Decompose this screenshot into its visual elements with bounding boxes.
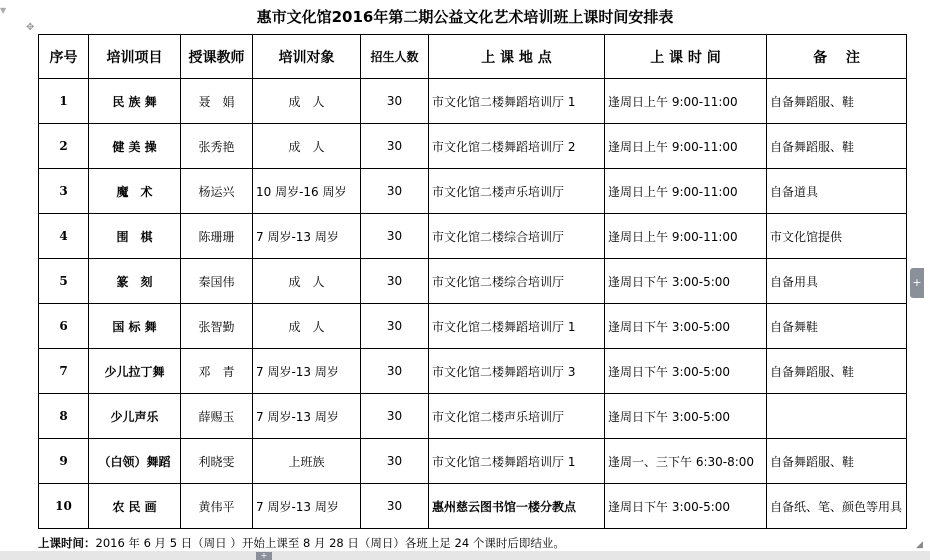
cell-enrollment: 30 bbox=[361, 79, 429, 124]
cell-seq: 10 bbox=[39, 484, 89, 529]
cell-enrollment: 30 bbox=[361, 349, 429, 394]
cell-time: 逢周日上午 9:00-11:00 bbox=[605, 79, 767, 124]
cell-project: 国 标 舞 bbox=[89, 304, 181, 349]
cell-teacher: 秦国伟 bbox=[181, 259, 253, 304]
cell-notes: 自备用具 bbox=[767, 259, 907, 304]
cell-project: 篆 刻 bbox=[89, 259, 181, 304]
cell-notes: 自备纸、笔、颜色等用具 bbox=[767, 484, 907, 529]
cell-enrollment: 30 bbox=[361, 394, 429, 439]
cell-enrollment: 30 bbox=[361, 169, 429, 214]
header-enrollment: 招生人数 bbox=[361, 35, 429, 79]
cell-audience: 7 周岁-13 周岁 bbox=[253, 349, 361, 394]
cell-teacher: 杨运兴 bbox=[181, 169, 253, 214]
add-row-button[interactable]: + bbox=[256, 552, 272, 560]
cell-project: 健 美 操 bbox=[89, 124, 181, 169]
page-title: 惠市文化馆2016年第二期公益文化艺术培训班上课时间安排表 bbox=[256, 8, 674, 26]
cell-project: 少儿拉丁舞 bbox=[89, 349, 181, 394]
cell-seq: 9 bbox=[39, 439, 89, 484]
table-row bbox=[39, 259, 907, 304]
cell-audience: 成 人 bbox=[253, 79, 361, 124]
header-time: 上 课 时 间 bbox=[605, 35, 767, 79]
cell-project: 民 族 舞 bbox=[89, 79, 181, 124]
cell-enrollment: 30 bbox=[361, 439, 429, 484]
cell-teacher: 利晓雯 bbox=[181, 439, 253, 484]
cell-seq: 6 bbox=[39, 304, 89, 349]
cell-teacher: 陈珊珊 bbox=[181, 214, 253, 259]
header-audience: 培训对象 bbox=[253, 35, 361, 79]
cell-notes: 自备舞鞋 bbox=[767, 304, 907, 349]
cell-notes: 自备道具 bbox=[767, 169, 907, 214]
cell-project: 少儿声乐 bbox=[89, 394, 181, 439]
cell-seq: 4 bbox=[39, 214, 89, 259]
cell-time: 逢周日下午 3:00-5:00 bbox=[605, 349, 767, 394]
footer-note bbox=[38, 536, 565, 550]
cell-project: （白领）舞蹈 bbox=[89, 439, 181, 484]
cell-audience: 成 人 bbox=[253, 304, 361, 349]
table-row bbox=[39, 124, 907, 169]
cell-enrollment: 30 bbox=[361, 304, 429, 349]
table-row bbox=[39, 214, 907, 259]
cell-location: 市文化馆二楼声乐培训厅 bbox=[429, 169, 605, 214]
table-row bbox=[39, 484, 907, 529]
cell-enrollment: 30 bbox=[361, 484, 429, 529]
cell-teacher: 张智勤 bbox=[181, 304, 253, 349]
header-seq: 序号 bbox=[39, 35, 89, 79]
cell-location: 市文化馆二楼声乐培训厅 bbox=[429, 394, 605, 439]
table-row bbox=[39, 439, 907, 484]
cell-audience: 成 人 bbox=[253, 124, 361, 169]
cell-teacher: 黄伟平 bbox=[181, 484, 253, 529]
footer-label: 上课时间： bbox=[38, 536, 96, 550]
table-row bbox=[39, 349, 907, 394]
cell-notes: 市文化馆提供 bbox=[767, 214, 907, 259]
cell-audience: 上班族 bbox=[253, 439, 361, 484]
cell-seq: 7 bbox=[39, 349, 89, 394]
table-row bbox=[39, 79, 907, 124]
footer-text: 2016 年 6 月 5 日（周日 ）开始上课至 8 月 28 日（周日）各班上足 24 个课时后即结业。 bbox=[95, 536, 565, 550]
cell-notes: 自备舞蹈服、鞋 bbox=[767, 349, 907, 394]
cell-audience: 成 人 bbox=[253, 259, 361, 304]
cell-location: 市文化馆二楼舞蹈培训厅 3 bbox=[429, 349, 605, 394]
header-row bbox=[39, 35, 907, 79]
cell-teacher: 聂 娟 bbox=[181, 79, 253, 124]
cell-seq: 8 bbox=[39, 394, 89, 439]
header-notes: 备 注 bbox=[767, 35, 907, 79]
cell-location: 市文化馆二楼综合培训厅 bbox=[429, 214, 605, 259]
table-row bbox=[39, 169, 907, 214]
cell-audience: 7 周岁-13 周岁 bbox=[253, 394, 361, 439]
cell-enrollment: 30 bbox=[361, 124, 429, 169]
margin-marker: ▼ bbox=[0, 6, 7, 15]
cell-location: 市文化馆二楼舞蹈培训厅 1 bbox=[429, 79, 605, 124]
cell-audience: 7 周岁-13 周岁 bbox=[253, 484, 361, 529]
cell-time: 逢周日下午 3:00-5:00 bbox=[605, 484, 767, 529]
cell-time: 逢周日上午 9:00-11:00 bbox=[605, 124, 767, 169]
cell-time: 逢周日上午 9:00-11:00 bbox=[605, 169, 767, 214]
cell-location: 市文化馆二楼舞蹈培训厅 2 bbox=[429, 124, 605, 169]
page-gap bbox=[0, 551, 930, 560]
cell-seq: 3 bbox=[39, 169, 89, 214]
cell-seq: 2 bbox=[39, 124, 89, 169]
cell-time: 逢周日上午 9:00-11:00 bbox=[605, 214, 767, 259]
cell-time: 逢周一、三下午 6:30-8:00 bbox=[605, 439, 767, 484]
table-row bbox=[39, 304, 907, 349]
cell-project: 围 棋 bbox=[89, 214, 181, 259]
cell-audience: 7 周岁-13 周岁 bbox=[253, 214, 361, 259]
cell-location: 市文化馆二楼舞蹈培训厅 1 bbox=[429, 304, 605, 349]
cell-enrollment: 30 bbox=[361, 259, 429, 304]
header-teacher: 授课教师 bbox=[181, 35, 253, 79]
cell-seq: 5 bbox=[39, 259, 89, 304]
cell-location: 市文化馆二楼舞蹈培训厅 1 bbox=[429, 439, 605, 484]
cell-notes: 自备舞蹈服、鞋 bbox=[767, 124, 907, 169]
table-move-handle-icon[interactable]: ✥ bbox=[26, 22, 35, 33]
cell-teacher: 薛赐玉 bbox=[181, 394, 253, 439]
cell-teacher: 张秀艳 bbox=[181, 124, 253, 169]
cell-time: 逢周日下午 3:00-5:00 bbox=[605, 259, 767, 304]
table-row bbox=[39, 394, 907, 439]
cell-notes: 自备舞蹈服、鞋 bbox=[767, 439, 907, 484]
table-resize-handle-icon[interactable]: ◢ bbox=[916, 540, 923, 550]
header-project: 培训项目 bbox=[89, 35, 181, 79]
cell-enrollment: 30 bbox=[361, 214, 429, 259]
cell-location: 惠州慈云图书馆一楼分教点 bbox=[429, 484, 605, 529]
schedule-table bbox=[38, 34, 907, 529]
cell-audience: 10 周岁-16 周岁 bbox=[253, 169, 361, 214]
cell-notes: 自备舞蹈服、鞋 bbox=[767, 79, 907, 124]
header-location: 上 课 地 点 bbox=[429, 35, 605, 79]
cell-time: 逢周日下午 3:00-5:00 bbox=[605, 394, 767, 439]
cell-project: 魔 术 bbox=[89, 169, 181, 214]
cell-teacher: 邓 青 bbox=[181, 349, 253, 394]
cell-seq: 1 bbox=[39, 79, 89, 124]
cell-time: 逢周日下午 3:00-5:00 bbox=[605, 304, 767, 349]
add-column-button[interactable]: + bbox=[910, 268, 924, 298]
cell-project: 农 民 画 bbox=[89, 484, 181, 529]
cell-location: 市文化馆二楼综合培训厅 bbox=[429, 259, 605, 304]
cell-notes bbox=[767, 394, 907, 439]
